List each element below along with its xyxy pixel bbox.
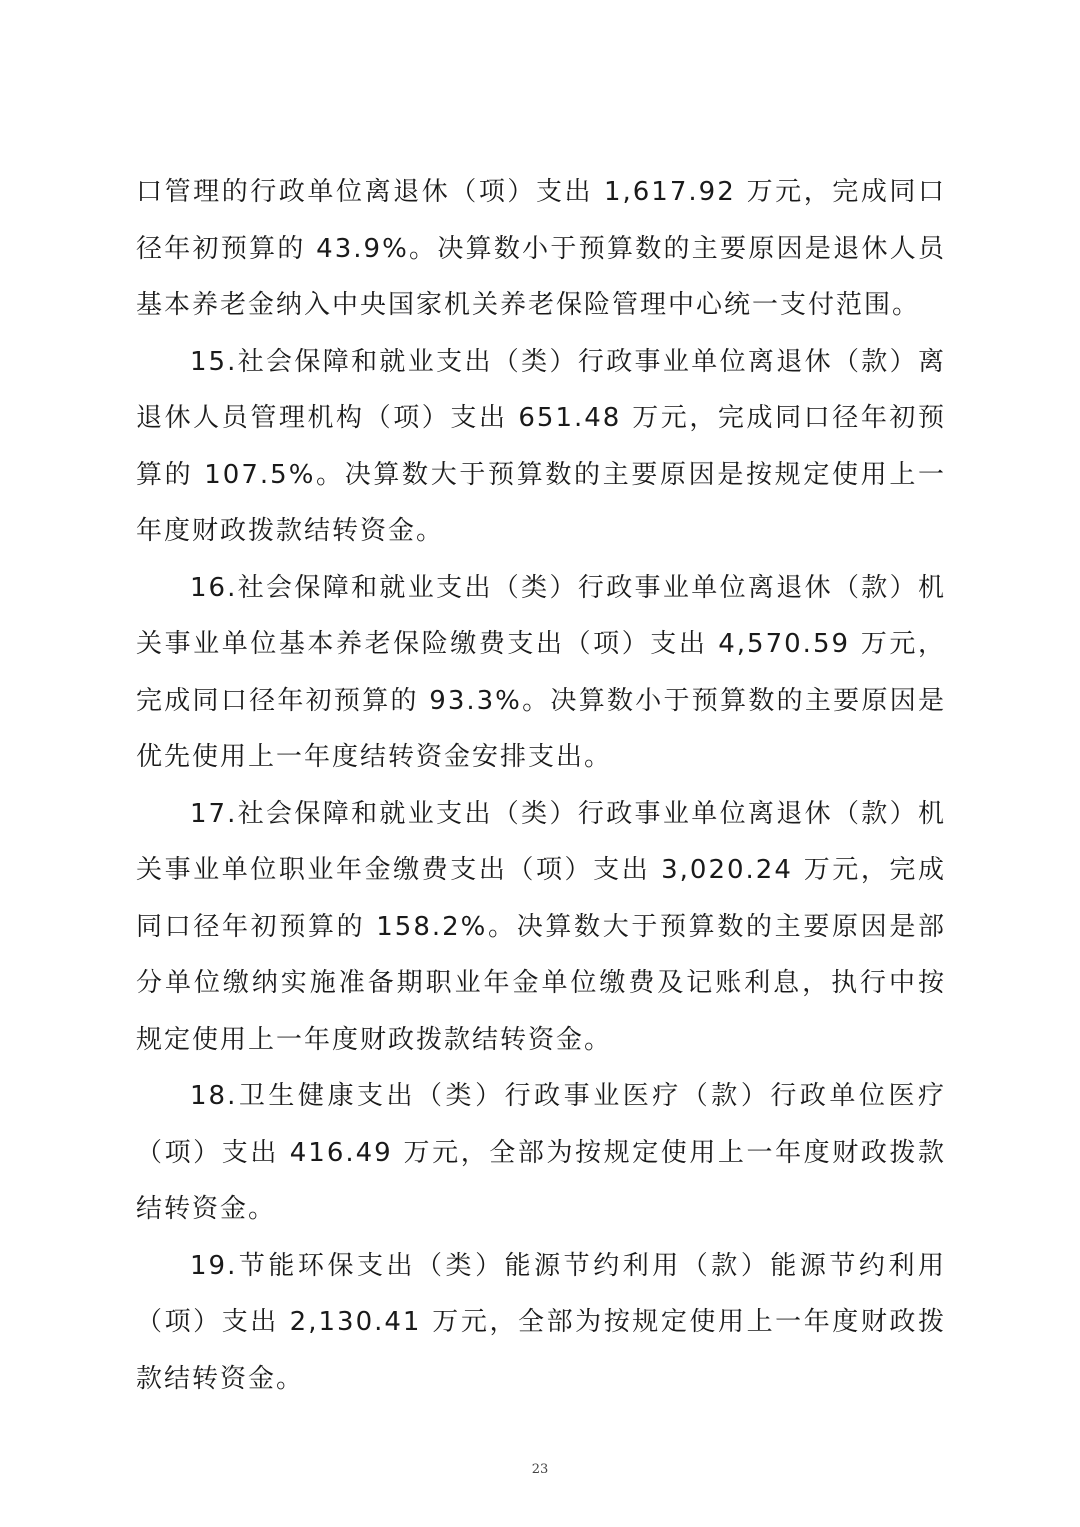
paragraph-item-19: 19.节能环保支出（类）能源节约利用（款）能源节约利用（项）支出 2,130.41 万元，全部为按规定使用上一年度财政拨款结转资金。 — [136, 1250, 946, 1394]
paragraph-item-18: 18.卫生健康支出（类）行政事业医疗（款）行政单位医疗（项）支出 416.49 万元，全部为按规定使用上一年度财政拨款结转资金。 — [136, 1081, 946, 1224]
page-number: 23 — [531, 1462, 549, 1477]
paragraph-item-16: 16.社会保障和就业支出（类）行政事业单位离退休（款）机关事业单位基本养老保险缴费支出（项）支出 4,570.59 万元，完成同口径年初预算的 93.3%。决算数小于预算数的主要原因是优先使用上一年度结转资金安排支出。 — [136, 572, 946, 772]
paragraph-continuation: 口管理的行政单位离退休（项）支出 1,617.92 万元，完成同口径年初预算的 43.9%。决算数小于预算数的主要原因是退休人员基本养老金纳入中央国家机关养老保险管理中心统一支付范围。 — [136, 177, 946, 320]
paragraph-item-17: 17.社会保障和就业支出（类）行政事业单位离退休（款）机关事业单位职业年金缴费支出（项）支出 3,020.24 万元，完成同口径年初预算的 158.2%。决算数大于预算数的主要原因是部分单位缴纳实施准备期职业年金单位缴费及记账利息，执行中按规定使用上一年度财政拨款结转资金。 — [136, 798, 946, 1055]
paragraph-item-15: 15.社会保障和就业支出（类）行政事业单位离退休（款）离退休人员管理机构（项）支出 651.48 万元，完成同口径年初预算的 107.5%。决算数大于预算数的主要原因是按规定使用上一年度财政拨款结转资金。 — [136, 346, 946, 546]
body-text — [136, 164, 946, 1407]
